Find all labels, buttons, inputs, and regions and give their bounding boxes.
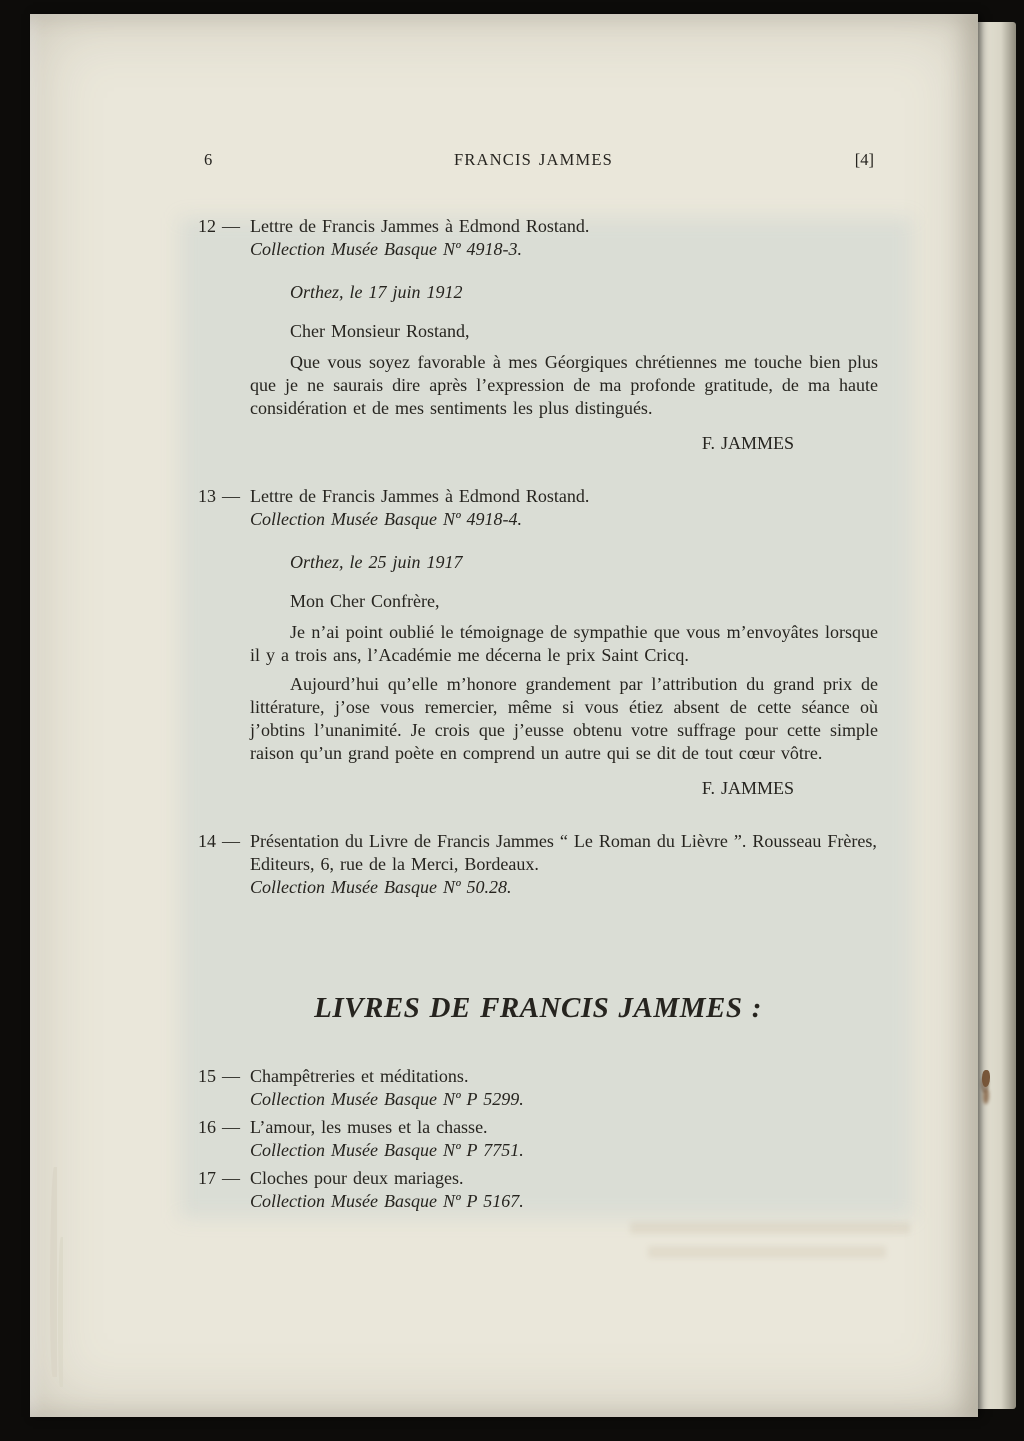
entry-title: Cloches pour deux mariages. xyxy=(250,1168,464,1188)
entry-title: Champêtreries et méditations. xyxy=(250,1066,469,1086)
entry-head xyxy=(198,215,878,261)
entry-number: 13 — xyxy=(198,486,240,506)
entry-number: 16 — xyxy=(198,1117,240,1137)
letter-dateline: Orthez, le 17 juin 1912 xyxy=(290,282,463,302)
section-heading: LIVRES DE FRANCIS JAMMES : xyxy=(314,992,762,1024)
collection-reference: Collection Musée Basque Nº 50.28. xyxy=(250,877,512,897)
catalog-entry-17 xyxy=(198,1167,878,1213)
issue-number: [4] xyxy=(854,150,874,169)
bleed-through-text xyxy=(630,1222,910,1234)
catalog-entry-15 xyxy=(198,1065,878,1111)
entry-number: 14 — xyxy=(198,831,240,851)
entry-body xyxy=(250,485,878,531)
letter-salutation: Cher Monsieur Rostand, xyxy=(290,321,470,341)
letter-paragraph: Je n’ai point oublié le témoignage de sympathie que vous m’envoyâtes lorsque il y a trois ans, l’Académie me décerna le prix Saint Cricq. xyxy=(250,622,878,665)
catalog-entry-13 xyxy=(198,485,878,800)
entry-title: Présentation du Livre de Francis Jammes “ Le Roman du Lièvre ”. Rousseau Frères, Editeurs, 6, rue de la Merci, Bordeaux. xyxy=(250,831,877,874)
entry-head xyxy=(198,485,878,531)
entry-title: L’amour, les muses et la chasse. xyxy=(250,1117,488,1137)
page-number: 6 xyxy=(204,150,213,169)
collection-reference: Collection Musée Basque Nº P 5299. xyxy=(250,1089,524,1109)
letter-paragraph: Que vous soyez favorable à mes Géorgiques chrétiennes me touche bien plus que je ne saurais dire après l’expression de ma profonde gratitude, de ma haute considération et de mes sentiments les plus distingués. xyxy=(250,352,878,418)
entry-title: Lettre de Francis Jammes à Edmond Rostand. xyxy=(250,486,590,506)
letter-paragraph: Aujourd’hui qu’elle m’honore grandement par l’attribution du grand prix de littérature, j’ose vous remercier, même si vous étiez absent de cette séance où j’obtins l’unanimité. Je crois que j’eusse obtenu votre suffrage pour cette simple raison qu’un grand poète en comprend un autre qui se dit de tout cœur vôtre. xyxy=(250,674,878,763)
collection-reference: Collection Musée Basque Nº 4918-4. xyxy=(250,509,523,529)
entry-number: 15 — xyxy=(198,1066,240,1086)
entry-body xyxy=(250,1116,878,1162)
collection-reference: Collection Musée Basque Nº P 7751. xyxy=(250,1140,524,1160)
letter-salutation: Mon Cher Confrère, xyxy=(290,591,440,611)
running-title: FRANCIS JAMMES xyxy=(453,150,614,169)
letter-dateline: Orthez, le 25 juin 1917 xyxy=(290,552,463,572)
collection-reference: Collection Musée Basque Nº P 5167. xyxy=(250,1191,524,1211)
entry-title: Lettre de Francis Jammes à Edmond Rostand. xyxy=(250,216,590,236)
collection-reference: Collection Musée Basque Nº 4918-3. xyxy=(250,239,523,259)
entry-head xyxy=(198,830,878,899)
page-content xyxy=(30,14,878,1213)
page-stack-edge xyxy=(58,1237,63,1387)
bleed-through-text xyxy=(648,1246,886,1258)
entry-body xyxy=(250,1167,878,1213)
letter-signature: F. JAMMES xyxy=(701,433,794,453)
catalog-entry-12 xyxy=(198,215,878,455)
letter-transcript xyxy=(250,551,878,800)
letter-transcript xyxy=(250,281,878,455)
entry-body xyxy=(250,830,878,899)
entry-body xyxy=(250,1065,878,1111)
entry-number: 12 — xyxy=(198,216,240,236)
catalog-entry-16 xyxy=(198,1116,878,1162)
entry-body xyxy=(250,215,878,261)
page-header xyxy=(198,148,878,171)
letter-signature: F. JAMMES xyxy=(701,778,794,798)
catalog-entry-14 xyxy=(198,830,878,899)
document-page xyxy=(30,14,978,1417)
entry-number: 17 — xyxy=(198,1168,240,1188)
